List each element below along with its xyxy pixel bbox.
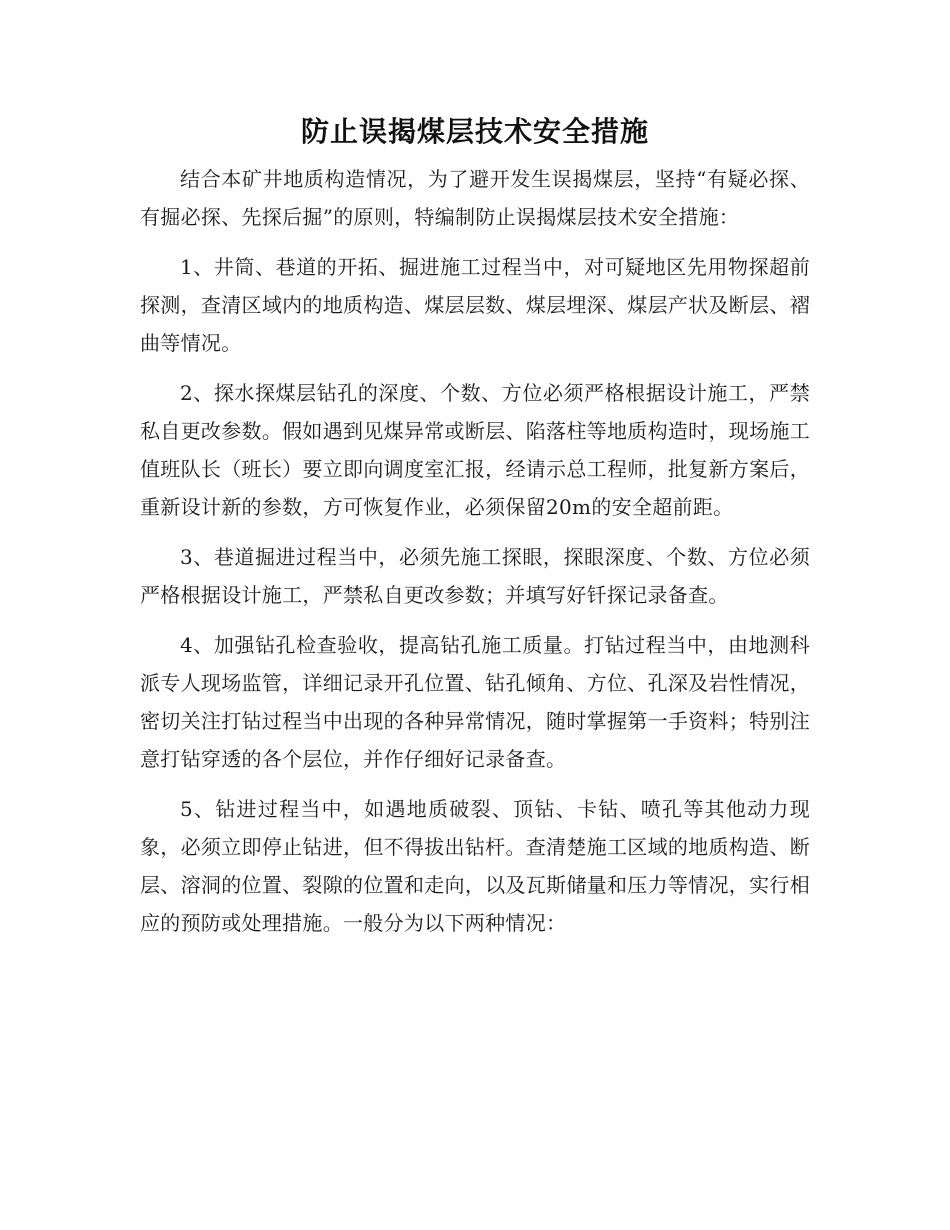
document-title: 防止误揭煤层技术安全措施 — [300, 115, 649, 148]
paragraph-item-5: 5、钻进过程当中，如遇地质破裂、顶钻、卡钻、喷孔等其他动力现象，必须立即停止钻进，但不得拔出钻杆。查清楚施工区域的地质构造、断层、溶洞的位置、裂隙的位置和走向，以及瓦斯储量和压力等情况，实行相应的预防或处理措施。一般分为以下两种情况： — [140, 797, 810, 935]
paragraph-item-2: 2、探水探煤层钻孔的深度、个数、方位必须严格根据设计施工，严禁私自更改参数。假如遇到见煤异常或断层、陷落柱等地质构造时，现场施工值班队长（班长）要立即向调度室汇报，经请示总工程师，批复新方案后，重新设计新的参数，方可恢复作业，必须保留20m的安全超前距。 — [140, 381, 810, 519]
paragraph-item-3: 3、巷道掘进过程当中，必须先施工探眼，探眼深度、个数、方位必须严格根据设计施工，严禁私自更改参数；并填写好钎探记录备查。 — [140, 545, 810, 607]
paragraph-intro: 结合本矿井地质构造情况，为了避开发生误揭煤层，坚持“有疑必探、有掘必探、先探后掘”的原则，特编制防止误揭煤层技术安全措施： — [140, 167, 810, 229]
paragraph-item-1: 1、井筒、巷道的开拓、掘进施工过程当中，对可疑地区先用物探超前探测，查清区域内的地质构造、煤层层数、煤层埋深、煤层产状及断层、褶曲等情况。 — [140, 255, 810, 355]
paragraph-item-4: 4、加强钻孔检查验收，提高钻孔施工质量。打钻过程当中，由地测科派专人现场监管，详细记录开孔位置、钻孔倾角、方位、孔深及岩性情况，密切关注打钻过程当中出现的各种异常情况，随时掌握第一手资料；特别注意打钻穿透的各个层位，并作仔细好记录备查。 — [140, 633, 810, 771]
document-body — [140, 160, 810, 954]
